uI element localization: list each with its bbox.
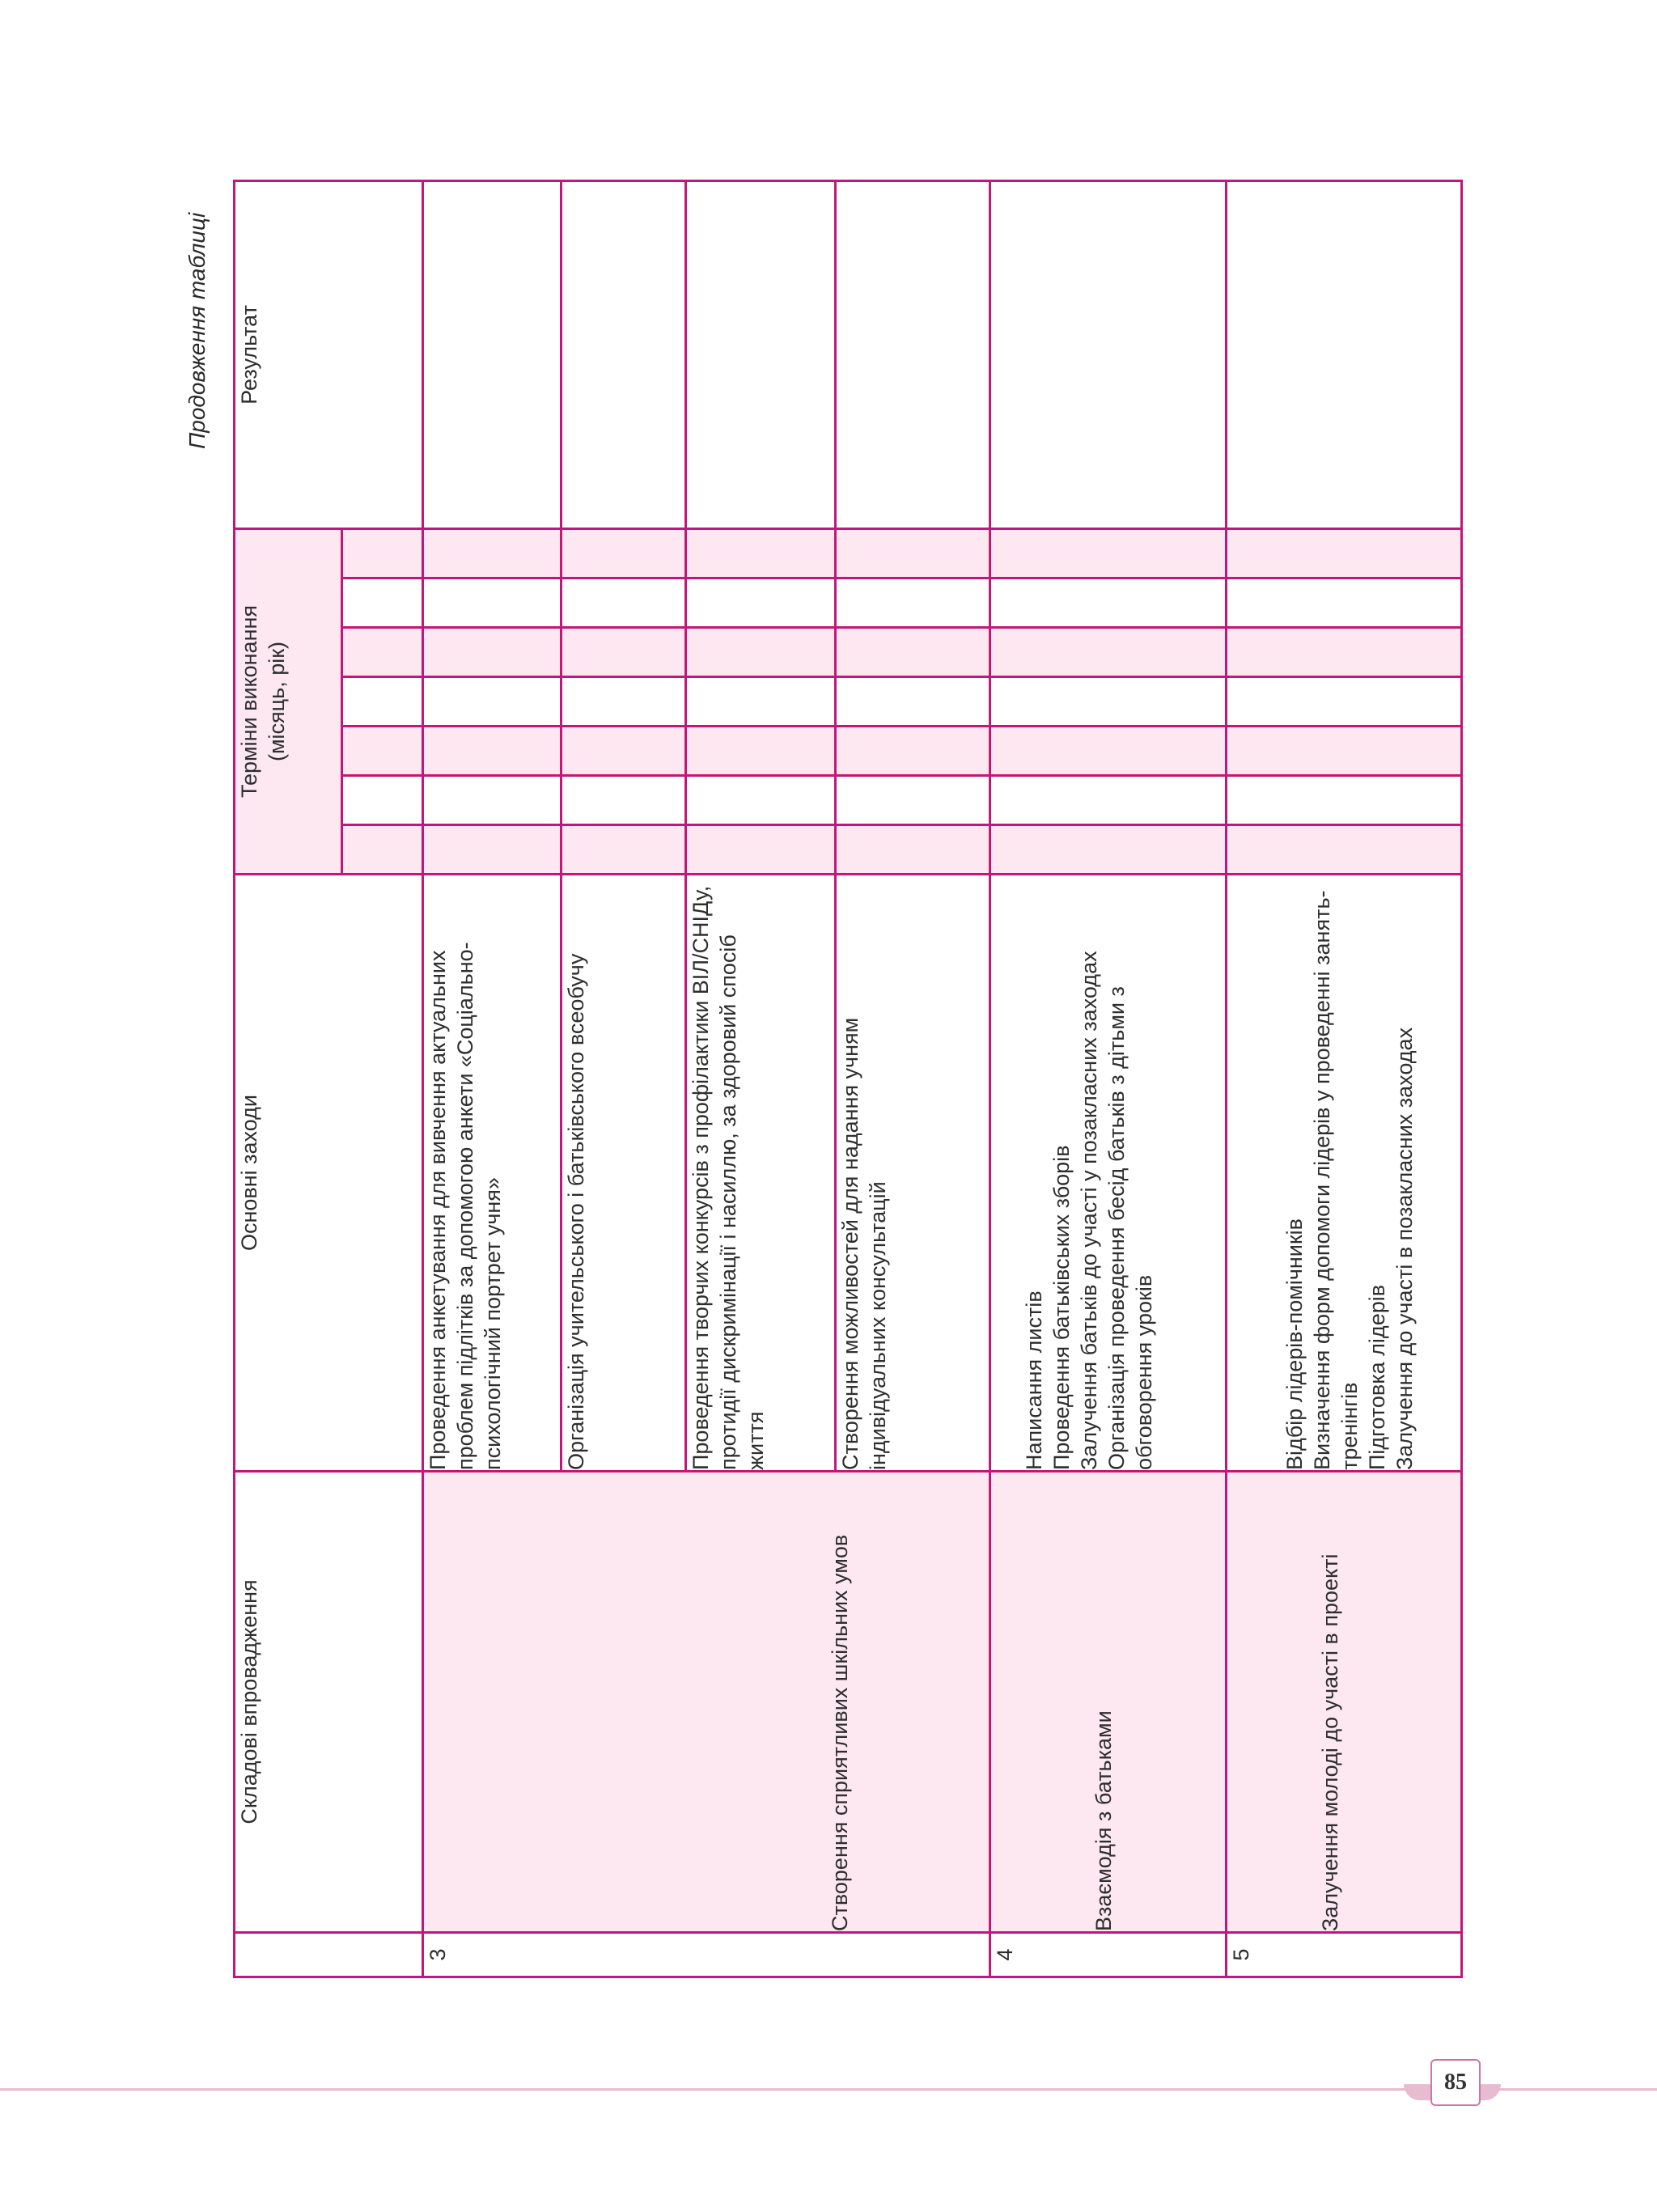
- activity-cell: Проведення анкетування для вивчення актуальних проблем підлітків за допомогою анкети «Соціально-психологічний портрет учня»: [423, 875, 561, 1472]
- component-cell: [1227, 1472, 1462, 1933]
- footer-divider: [1497, 2088, 1657, 2091]
- page-number: 85: [1430, 2059, 1481, 2106]
- header-result: Результат: [235, 180, 423, 528]
- header-activities: Основні заходи: [235, 875, 423, 1472]
- table-continuation-caption: Продовження таблиці: [184, 212, 210, 449]
- plan-table: [233, 180, 1463, 1978]
- result-cell: [1227, 180, 1462, 528]
- component-text: Залучення молоді до участі в проекті: [1318, 1553, 1343, 1931]
- result-cell: [423, 180, 561, 528]
- activity-cell: Написання листів Проведення батьківських зборів Залучення батьків до участі у позакласних заходах Організація проведення бесід батьків з дітьми з обговорення уроків: [990, 875, 1227, 1472]
- header-terms-line1: Терміни виконання: [237, 604, 261, 798]
- result-cell: [561, 180, 685, 528]
- result-cell: [686, 180, 836, 528]
- term-cell: [342, 528, 423, 578]
- row-number: 3: [423, 1933, 990, 1977]
- table-row: [990, 180, 1227, 1977]
- activity-cell: Проведення творчих конкурсів з профілактики ВІЛ/СНІДу, протидії дискримінації і насиллю, за здоровий спосіб життя: [686, 875, 836, 1472]
- footer-divider: [0, 2088, 1408, 2091]
- result-cell: [990, 180, 1227, 528]
- plan-table-rotated: [233, 182, 1463, 1978]
- term-cell: [342, 776, 423, 825]
- component-text: Створення сприятливих шкільних умов: [828, 1534, 853, 1931]
- activity-cell: Відбір лідерів-помічників Визначення форм допомоги лідерів у проведенні занять-тренінгів Підготовка лідерів Залучення до участі в позакласних заходах: [1227, 875, 1462, 1472]
- header-components: Складові впровадження: [235, 1472, 423, 1933]
- row-number: 5: [1227, 1933, 1462, 1977]
- activity-cell: Створення можливостей для надання учням індивідуальних консультацій: [836, 875, 990, 1472]
- term-cell: [342, 677, 423, 727]
- component-cell: [423, 1472, 990, 1933]
- term-cell: [342, 578, 423, 628]
- table-row: [423, 180, 561, 1977]
- result-cell: [836, 180, 990, 528]
- header-terms-line2: (місяць, рік): [265, 641, 289, 761]
- table-row: [1227, 180, 1462, 1977]
- component-text: Взаємодія з батьками: [1091, 1710, 1116, 1931]
- header-number: [235, 1933, 423, 1977]
- term-cell: [342, 825, 423, 875]
- row-number: 4: [990, 1933, 1227, 1977]
- term-cell: [342, 727, 423, 776]
- component-cell: [990, 1472, 1227, 1933]
- activity-cell: Організація учительського і батьківського всеобучу: [561, 875, 685, 1472]
- header-terms: [235, 528, 342, 874]
- term-cell: [342, 628, 423, 677]
